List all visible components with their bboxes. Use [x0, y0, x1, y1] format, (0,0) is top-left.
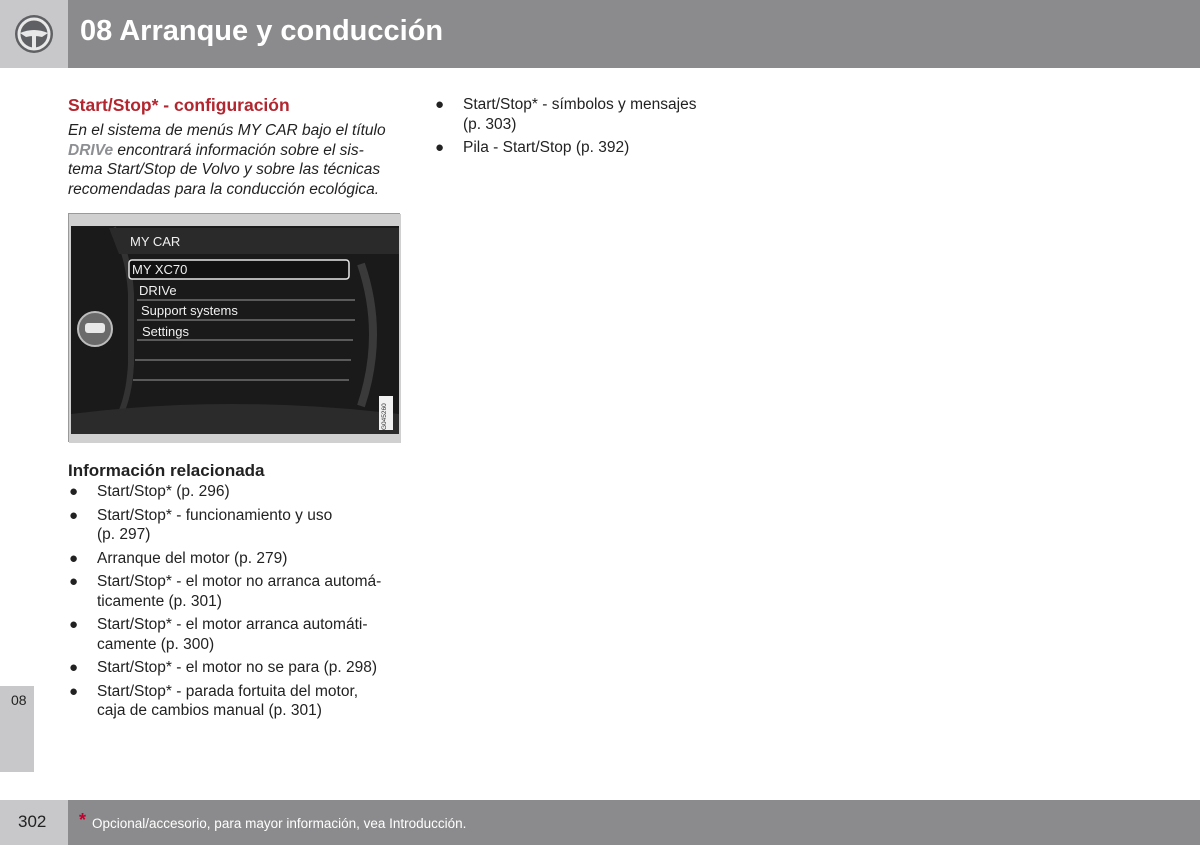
- bullet-icon: ●: [69, 682, 79, 700]
- link-text: Start/Stop* - el motor no arranca automá-: [97, 573, 382, 590]
- related-link[interactable]: [68, 615, 408, 654]
- screen-header-label: MY CAR: [130, 234, 181, 249]
- link-text: Pila - Start/Stop (p. 392): [463, 139, 630, 156]
- intro-text-part: encontrará información sobre el sis-: [113, 141, 364, 159]
- figure-code: G045260: [381, 403, 388, 430]
- link-text: Start/Stop* - el motor no se para (p. 298): [97, 659, 377, 676]
- screen-graphic: [69, 214, 401, 443]
- steering-wheel-icon: [13, 13, 55, 55]
- related-links-left: [68, 482, 408, 725]
- related-link[interactable]: [68, 506, 408, 545]
- bullet-icon: ●: [69, 483, 79, 500]
- link-text: (p. 297): [97, 526, 151, 543]
- section-title: Start/Stop* - configuración: [68, 95, 290, 115]
- chapter-side-tab[interactable]: [0, 686, 34, 772]
- footnote-text: Opcional/accesorio, para mayor información, vea Introducción.: [92, 816, 467, 831]
- bullet-icon: ●: [69, 573, 79, 590]
- screen-menu-item-settings[interactable]: Settings: [142, 324, 189, 339]
- related-link[interactable]: [434, 138, 734, 158]
- link-text: Start/Stop* (p. 296): [97, 483, 230, 500]
- bullet-icon: ●: [435, 96, 445, 113]
- bullet-icon: ●: [69, 549, 79, 567]
- drive-menu-term: DRIVe: [68, 141, 114, 159]
- header-icon-box: [0, 0, 68, 68]
- related-link[interactable]: [434, 95, 734, 134]
- related-link[interactable]: [68, 549, 408, 569]
- chapter-side-tab-label: 08: [11, 692, 27, 708]
- related-links-right: [434, 95, 734, 162]
- screen-selected-item[interactable]: MY XC70: [132, 262, 188, 277]
- intro-text-part: recomendadas para la conducción ecológica.: [68, 180, 380, 198]
- link-text: (p. 303): [463, 115, 517, 133]
- screen-menu-item-drive[interactable]: DRIVe: [139, 283, 177, 298]
- related-link[interactable]: [68, 482, 408, 502]
- chapter-title: 08 Arranque y conducción: [80, 15, 444, 47]
- bullet-icon: ●: [69, 506, 79, 524]
- footnote-star: *: [79, 810, 87, 830]
- bullet-icon: ●: [69, 616, 79, 633]
- link-text: Start/Stop* - el motor arranca automáti-: [97, 616, 368, 633]
- link-text: Start/Stop* - parada fortuita del motor,: [97, 682, 359, 700]
- link-text: Start/Stop* - funcionamiento y uso: [97, 506, 333, 524]
- link-text: Arranque del motor (p. 279): [97, 549, 288, 567]
- link-text: camente (p. 300): [97, 635, 215, 653]
- related-link[interactable]: [68, 572, 408, 611]
- related-info-heading: Información relacionada: [68, 461, 265, 480]
- link-text: ticamente (p. 301): [97, 592, 222, 610]
- related-link[interactable]: [68, 658, 408, 678]
- related-link[interactable]: [68, 682, 408, 721]
- intro-text-part: En el sistema de menús MY CAR bajo el título: [68, 122, 386, 139]
- link-text: caja de cambios manual (p. 301): [97, 702, 322, 719]
- intro-text: [68, 121, 408, 199]
- screen-menu-item-support-systems[interactable]: Support systems: [141, 303, 238, 318]
- page-number: 302: [18, 812, 47, 831]
- link-text: Start/Stop* - símbolos y mensajes: [463, 96, 697, 113]
- bullet-icon: ●: [435, 139, 445, 156]
- my-car-screen-figure: [68, 213, 400, 442]
- intro-text-part: tema Start/Stop de Volvo y sobre las técnicas: [68, 161, 381, 178]
- bullet-icon: ●: [69, 659, 79, 676]
